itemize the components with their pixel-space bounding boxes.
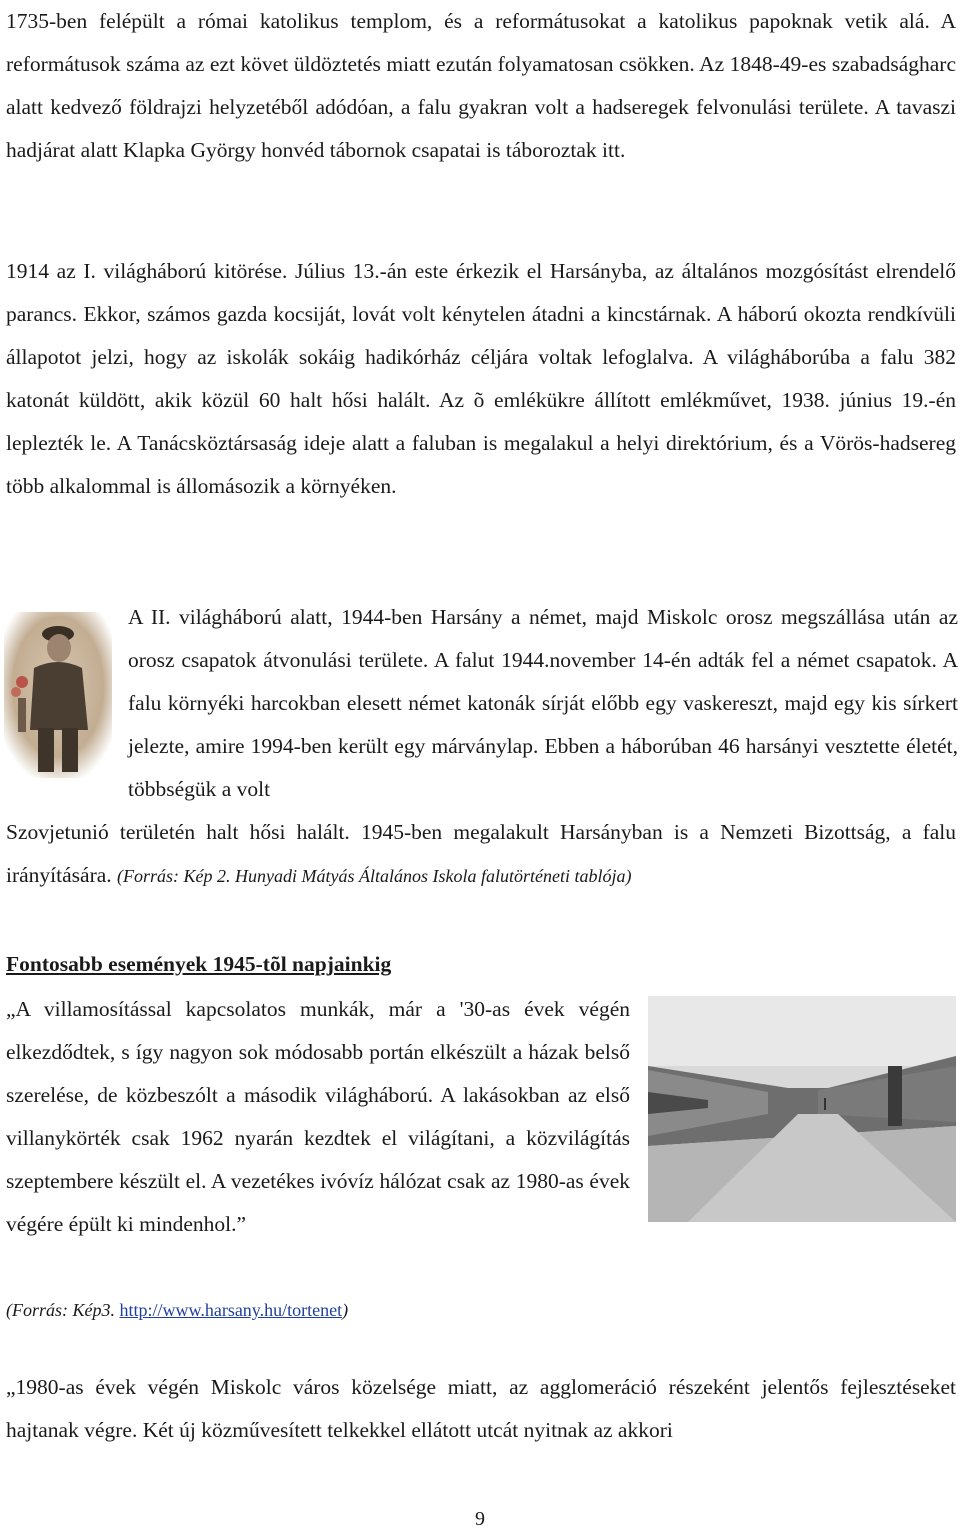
paragraph-ww2-bottom (6, 811, 956, 898)
paragraph-text: Szovjetunió területén halt hősi halált. 1945-ben megalakult Harsányban is a Nemzeti Bizottság, a falu irányítására. (6, 820, 956, 887)
paragraph-ww1 (6, 250, 956, 508)
paragraph-text: „A villamosítással kapcsolatos munkák, már a '30-as évek végén elkezdődtek, s így nagyon sok módosabb portán elkészült a házak belső szerelése, de közbeszólt a második világháború. A lakásokban az első villanykörték csak 1962 nyarán kezdtek el világítani, a közvilágítás szeptembere készült el. A vezetékes ivóvíz hálózat csak az 1980-as évek végére épült ki mindenhol.” (6, 997, 630, 1236)
paragraph-1980s (6, 1366, 956, 1452)
paragraph-text: A II. világháború alatt, 1944-ben Harsány a német, majd Miskolc orosz megszállása után az orosz csapatok átvonulási területe. A falut 1944.november 14-én adták fel a német csapatok. A falu környéki harcokban elesett német katonák sírját előbb egy vaskereszt, majd egy kis sírkert jelezte, amire 1994-ben került egy márványlap. Ebben a háborúban 46 harsányi vesztette életét, többségük a volt (128, 605, 958, 801)
paragraph-text: „1980-as évek végén Miskolc város közelsége miatt, az agglomeráció részeként jelentős fejlesztéseket hajtanak végre. Két új közművesített telkekkel ellátott utcát nyitnak az akkori (6, 1375, 956, 1442)
section-heading: Fontosabb események 1945-tõl napjainkig (6, 952, 392, 976)
soldier-portrait-photo (4, 612, 112, 778)
page-number: 9 (475, 1508, 485, 1530)
paragraph-ww2-top (128, 596, 958, 811)
paragraph-history-1735 (6, 0, 956, 172)
paragraph-text: 1735-ben felépült a római katolikus templom, és a reformátusokat a katolikus papoknak vetik alá. A reformátusok száma az ezt követ üldöztetés miatt ezután folyamatosan csökken. Az 1848-49-es szabadságharc alatt kedvező földrajzi helyzetéből adódóan, a falu gyakran volt a hadseregek felvonulási területe. A tavaszi hadjárat alatt Klapka György honvéd tábornok csapatai is táboroztak itt. (6, 9, 956, 162)
source-suffix: ) (342, 1300, 349, 1320)
source-link[interactable]: http://www.harsany.hu/tortenet (119, 1300, 343, 1320)
paragraph-electrification (6, 988, 630, 1246)
source-prefix: (Forrás: Kép3. (6, 1300, 120, 1320)
source-citation-web (6, 1290, 630, 1330)
village-street-photo (648, 996, 956, 1222)
paragraph-text: 1914 az I. világháború kitörése. Július 13.-án este érkezik el Harsányba, az általános mozgósítást elrendelő parancs. Ekkor, számos gazda kocsiját, lovát volt kénytelen átadni a kincstárnak. A háború okozta rendkívüli állapotot jelzi, hogy az iskolák sokáig hadikórház céljára voltak lefoglalva. A világháborúba a falu 382 katonát küldött, akik közül 60 halt hősi halált. Az õ emlékükre állított emlékművet, 1938. június 19.-én leplezték le. A Tanácsköztársaság ideje alatt a faluban is megalakul a helyi direktórium, és a Vörös-hadsereg több alkalommal is állomásozik a környéken. (6, 259, 956, 498)
source-citation: (Forrás: Kép 2. Hunyadi Mátyás Általános Iskola falutörténeti tablója) (117, 866, 632, 886)
